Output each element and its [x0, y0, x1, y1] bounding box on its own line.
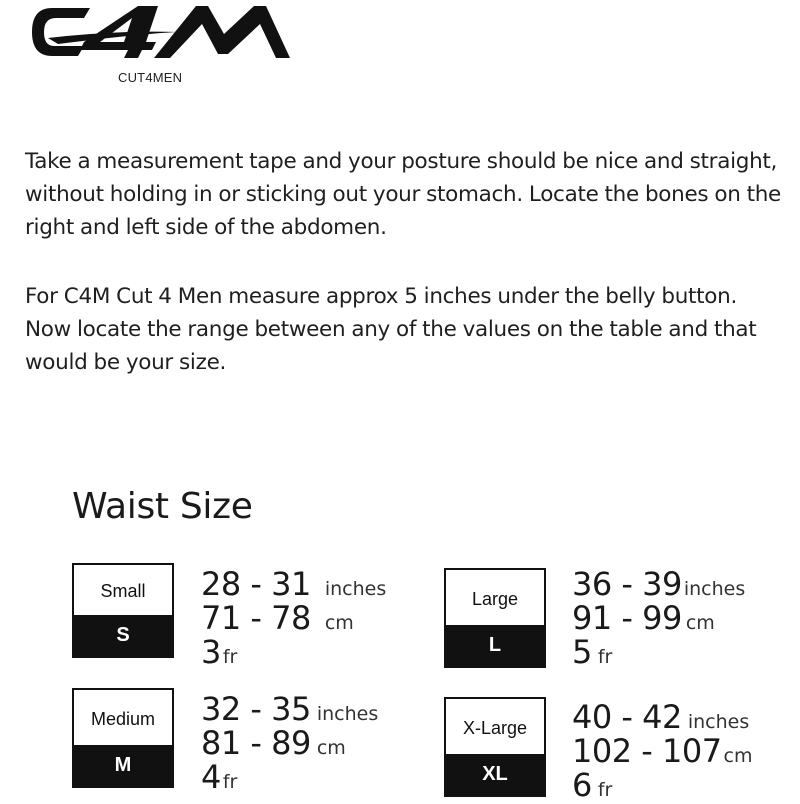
section-title: Waist Size: [72, 486, 253, 527]
fr-value: 5: [572, 633, 592, 671]
inches-unit: inches: [316, 703, 379, 725]
size-badge-xlarge: [444, 697, 546, 797]
cm-unit: cm: [685, 612, 715, 634]
cm-unit: cm: [324, 612, 354, 634]
inches-range: 28 - 31: [201, 565, 311, 603]
inches-unit: inches: [683, 578, 746, 600]
inches-range: 40 - 42: [572, 698, 682, 736]
size-badge-medium: [72, 688, 174, 788]
brand-subtitle: CUT4MEN: [118, 70, 183, 85]
cm-range: 71 - 78: [201, 599, 311, 637]
size-badge-large: [444, 568, 546, 668]
fr-value: 4: [201, 758, 221, 796]
size-code: XL: [446, 754, 544, 795]
instruction-paragraph-1: Take a measurement tape and your posture should be nice and straight, without holding in or sticking out your stomach. Locate the bones on the right and left side of the abdomen.: [25, 149, 781, 240]
size-name: Large: [471, 588, 519, 609]
fr-unit: fr: [222, 771, 238, 793]
inches-range: 32 - 35: [201, 690, 311, 728]
instruction-paragraph-2: For C4M Cut 4 Men measure approx 5 inches under the belly button. Now locate the range between any of the values on the table and that would be your size.: [25, 284, 757, 375]
size-code: L: [446, 625, 544, 666]
size-name: Medium: [90, 708, 156, 729]
inches-unit: inches: [324, 578, 387, 600]
size-name: X-Large: [462, 717, 528, 738]
size-badge-small: [72, 563, 174, 658]
size-code: M: [74, 745, 172, 786]
inches-unit: inches: [687, 711, 750, 733]
cm-unit: cm: [723, 745, 753, 767]
fr-unit: fr: [597, 779, 613, 801]
fr-unit: fr: [597, 646, 613, 668]
cm-range: 91 - 99: [572, 599, 682, 637]
size-code: S: [74, 615, 172, 656]
cm-range: 102 - 107: [572, 732, 722, 770]
inches-range: 36 - 39: [572, 565, 682, 603]
size-name: Small: [100, 580, 146, 601]
fr-unit: fr: [222, 646, 238, 668]
fr-value: 3: [201, 633, 221, 671]
cm-unit: cm: [316, 737, 346, 759]
c4m-logo: [28, 2, 296, 62]
fr-value: 6: [572, 766, 592, 804]
cm-range: 81 - 89: [201, 724, 311, 762]
